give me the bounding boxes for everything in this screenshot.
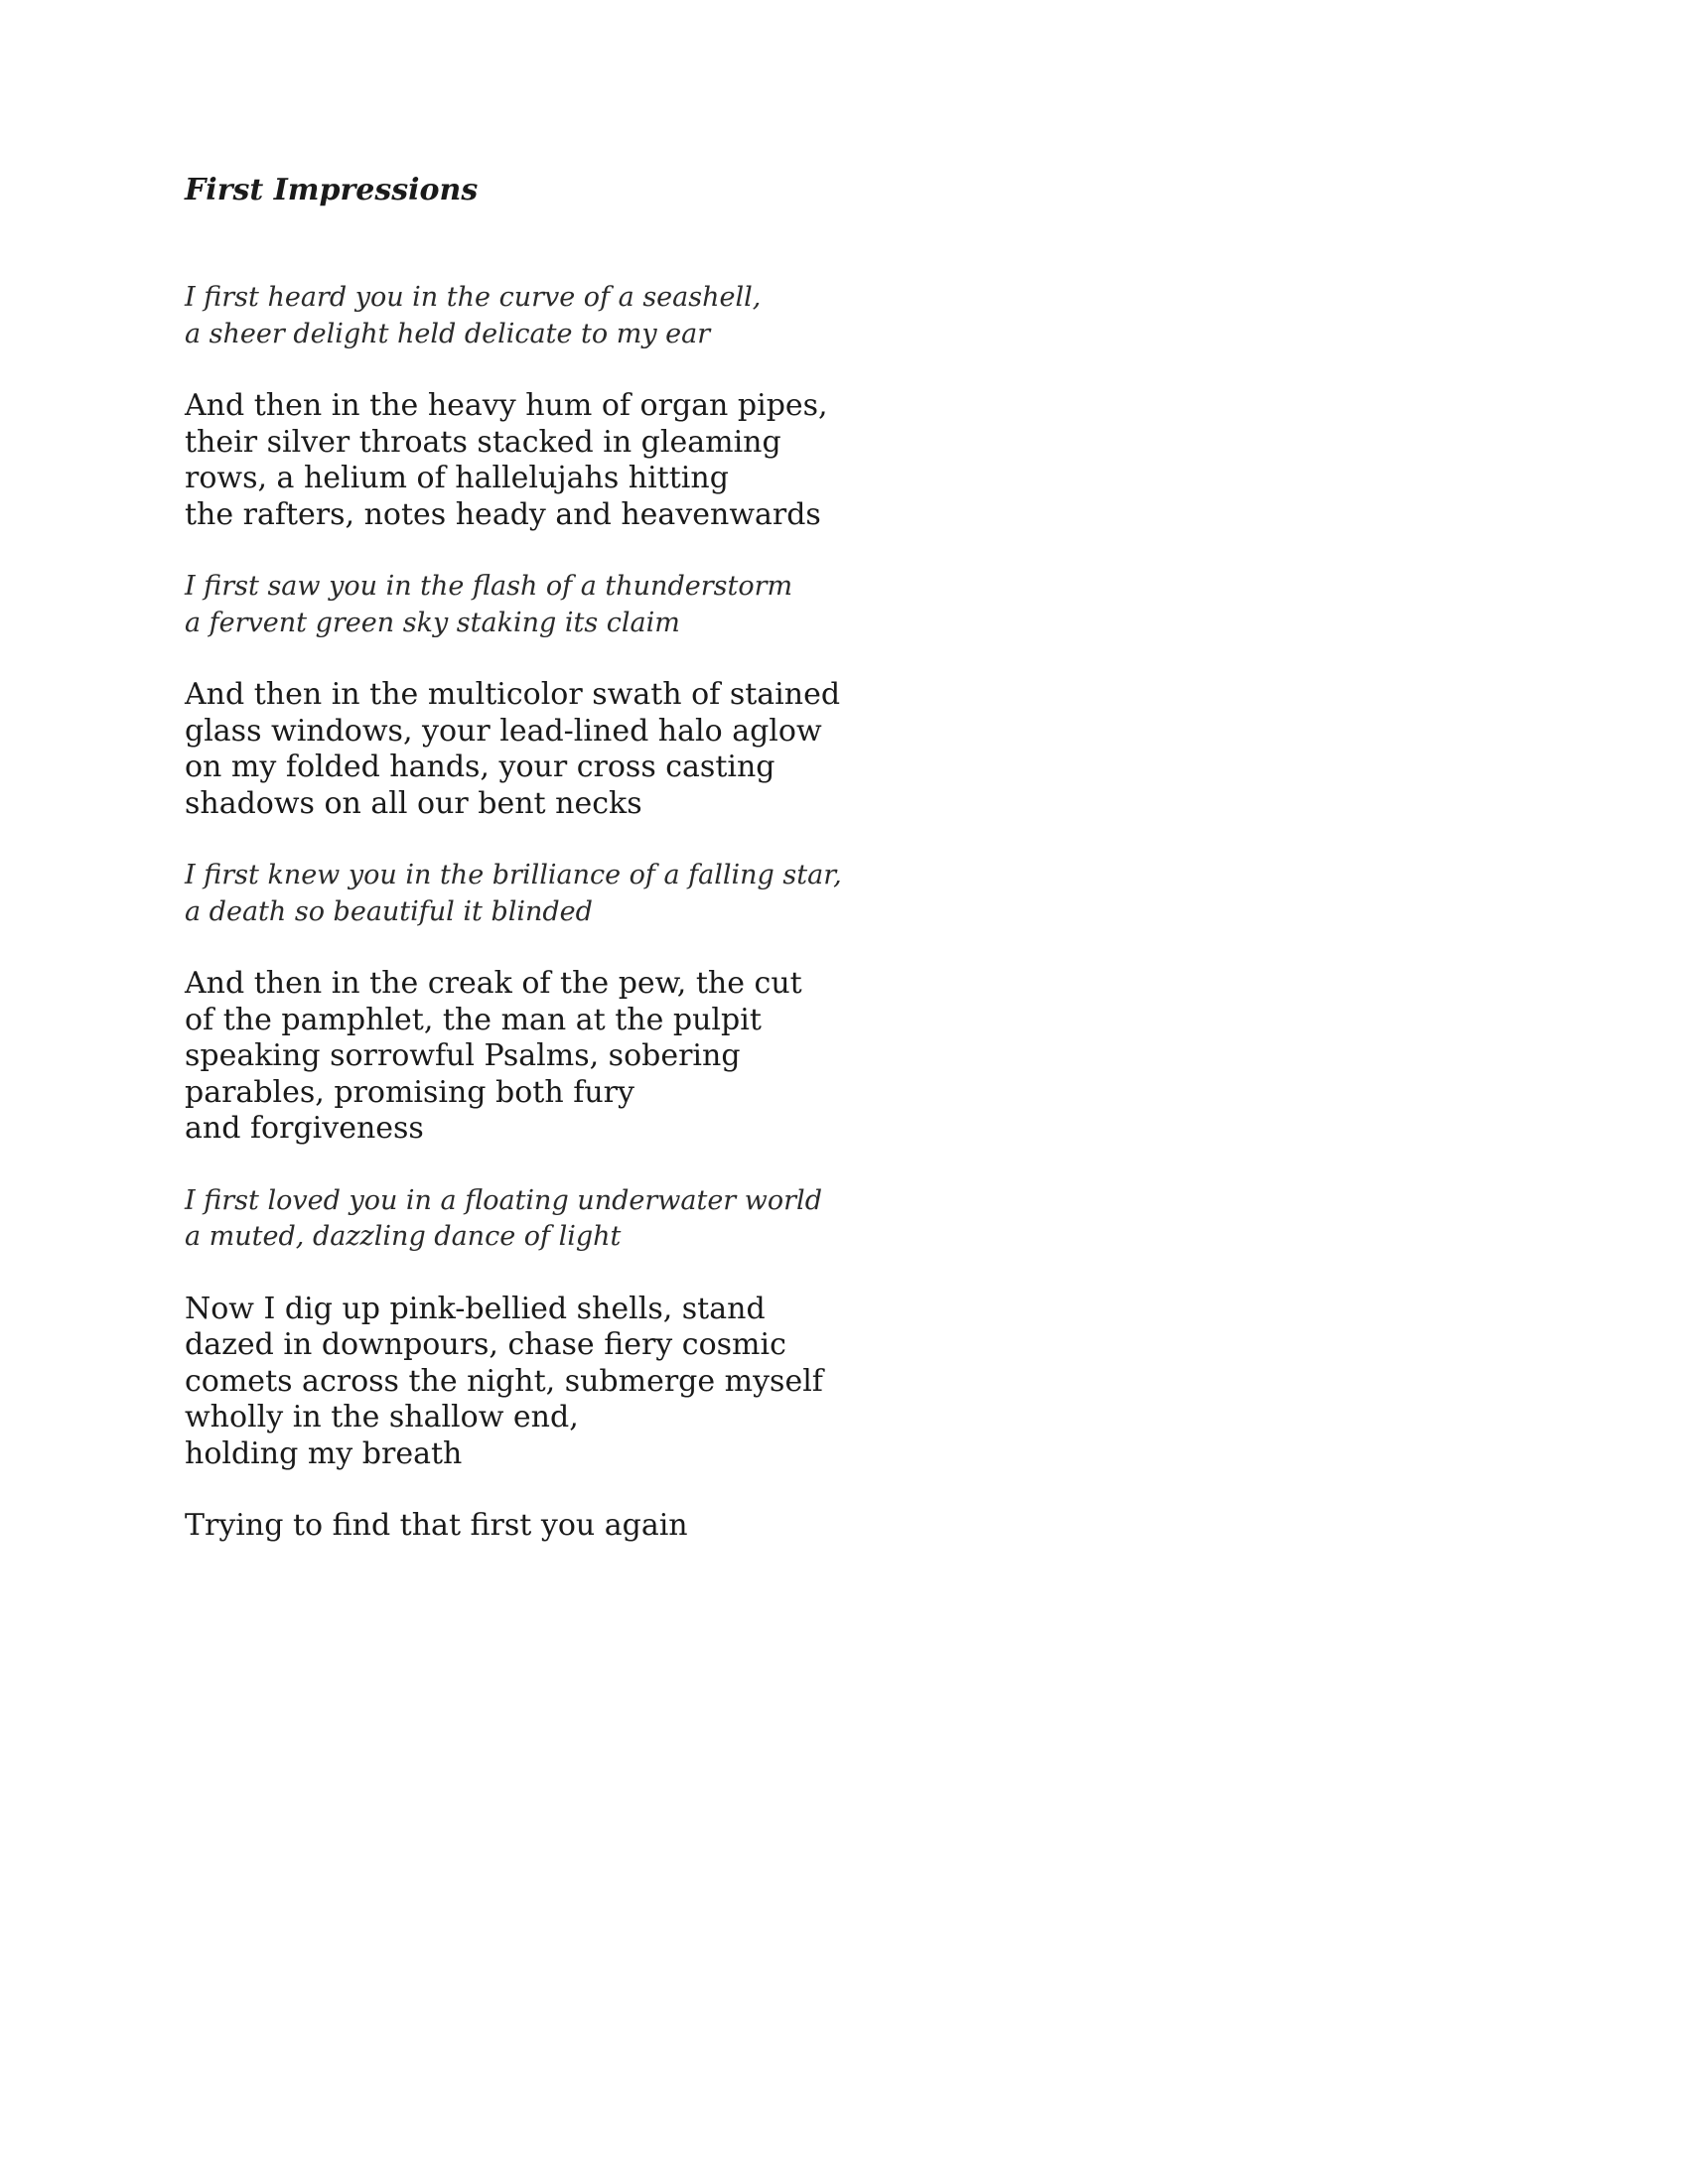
poem-line: rows, a helium of hallelujahs hitting bbox=[185, 461, 729, 495]
poem-line: the rafters, notes heady and heavenwards bbox=[185, 496, 821, 532]
poem-line: speaking sorrowful Psalms, sobering bbox=[185, 1038, 741, 1073]
stanza-1 bbox=[185, 280, 1476, 352]
poem-line: of the pamphlet, the man at the pulpit bbox=[185, 1002, 762, 1037]
stanza-8 bbox=[185, 1292, 1476, 1473]
stanza-5 bbox=[185, 858, 1476, 930]
poem-line: Now I dig up pink-bellied shells, stand bbox=[185, 1291, 766, 1326]
poem-title: First Impressions bbox=[185, 173, 479, 207]
poem-line: a fervent green sky staking its claim bbox=[185, 607, 680, 638]
stanza-9 bbox=[185, 1508, 1476, 1545]
stanza-7 bbox=[185, 1183, 1476, 1256]
poem-line: a muted, dazzling dance of light bbox=[185, 1221, 622, 1252]
poem-line: parables, promising both fury bbox=[185, 1074, 634, 1110]
poem-line: And then in the multicolor swath of stained bbox=[185, 677, 841, 712]
poem-line: glass windows, your lead-lined halo aglow bbox=[185, 713, 822, 749]
poem-line: Trying to find that first you again bbox=[185, 1508, 688, 1543]
poem-line: a sheer delight held delicate to my ear bbox=[185, 318, 711, 349]
poem-line: And then in the creak of the pew, the cut bbox=[185, 966, 802, 1001]
poem-line: I first heard you in the curve of a seashell, bbox=[185, 282, 762, 313]
poem-line: I first saw you in the flash of a thunderstorm bbox=[185, 571, 793, 602]
poem-line: a death so beautiful it blinded bbox=[185, 895, 593, 927]
poem-line: I first knew you in the brilliance of a falling star, bbox=[185, 860, 842, 890]
poem-line: shadows on all our bent necks bbox=[185, 785, 642, 821]
poem-page bbox=[185, 171, 1476, 1580]
stanza-6 bbox=[185, 966, 1476, 1148]
poem-line: comets across the night, submerge myself bbox=[185, 1363, 823, 1399]
poem-line: And then in the heavy hum of organ pipes, bbox=[185, 388, 828, 423]
poem-line: on my folded hands, your cross casting bbox=[185, 750, 775, 784]
stanza-3 bbox=[185, 569, 1476, 641]
stanza-2 bbox=[185, 388, 1476, 533]
poem-line: holding my breath bbox=[185, 1435, 463, 1471]
poem-line: their silver throats stacked in gleaming bbox=[185, 424, 781, 460]
poem-line: I first loved you in a floating underwater world bbox=[185, 1184, 822, 1216]
stanza-4 bbox=[185, 677, 1476, 822]
poem-line: dazed in downpours, chase fiery cosmic bbox=[185, 1327, 786, 1362]
poem-line: and forgiveness bbox=[185, 1111, 424, 1146]
poem-line: wholly in the shallow end, bbox=[185, 1400, 579, 1434]
